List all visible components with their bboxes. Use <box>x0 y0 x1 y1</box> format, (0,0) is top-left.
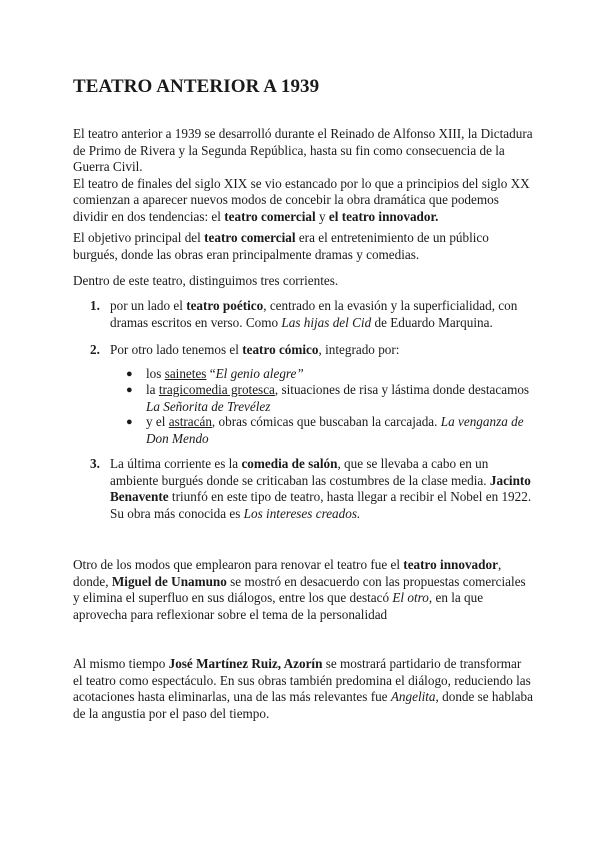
text-span: de Eduardo Marquina. <box>371 314 493 330</box>
bold-term: teatro comercial <box>224 208 316 224</box>
paragraph-text <box>73 557 533 623</box>
intro-section <box>73 126 533 226</box>
list-item-text <box>110 342 536 359</box>
text-span: se mostró en desacuerdo con las propuestas comerciales y elimina el superfluo en sus diálogos, entre los que destacó <box>73 573 526 606</box>
paragraph-text <box>73 230 533 263</box>
bold-term: el teatro innovador. <box>328 208 439 224</box>
text-span: la <box>146 382 159 397</box>
italic-title: La venganza de Don Mendo <box>146 414 524 446</box>
text-span: , centrado en la evasión y la superficialidad, con dramas escritos en verso. Como <box>110 298 518 330</box>
italic-title: Angelita <box>390 689 436 705</box>
text-span: , obras cómicas que buscaban la carcajada. <box>211 414 441 429</box>
list-number: 1. <box>90 298 100 313</box>
text-span: La última corriente es la <box>110 456 242 471</box>
intro-paragraph-2 <box>73 176 533 226</box>
text-span: El teatro de finales del siglo XIX se vio estancado por lo que a principios del siglo XX comienzan a aparecer nuevos modos de concebir la obra dramática que podemos dividir en dos tendencias: el <box>73 175 530 224</box>
text-span: El objetivo principal del <box>73 230 205 245</box>
bullet-text <box>146 382 532 415</box>
text-span: , integrado por: <box>318 342 400 357</box>
text-span: y el <box>146 414 169 429</box>
italic-title: La Señorita de Trevélez <box>146 398 271 414</box>
text-span: Por otro lado tenemos el <box>110 342 243 357</box>
text-span: , situaciones de risa y lástima donde destacamos <box>274 382 530 397</box>
bold-term: Miguel de Unamuno <box>111 573 227 589</box>
comercial-paragraph <box>73 230 533 263</box>
bold-term: teatro innovador <box>403 557 498 572</box>
text-span: por un lado el <box>110 298 187 313</box>
text-span: se mostrará partidario de transformar el teatro como espectáculo. En sus obras también predomina el diálogo, reduciendo las acotaciones hasta eliminarlas, una de las más relevantes fue <box>73 656 531 705</box>
bullet-icon: ● <box>126 416 133 428</box>
list-number: 2. <box>90 342 100 357</box>
text-span: triunfó en este tipo de teatro, hasta llegar a recibir el Nobel en 1922. Su obra más conocida es <box>110 489 532 521</box>
text-span: Al mismo tiempo <box>73 656 169 671</box>
list-item-2 <box>90 342 536 359</box>
text-span: , que se llevaba a cabo en un ambiente burgués donde se criticaban las costumbres de la clase media. <box>110 456 490 488</box>
bullet-icon: ● <box>126 384 133 396</box>
bullet-item-3 <box>126 414 532 447</box>
paragraph-text <box>73 656 533 722</box>
bold-term: José Martínez Ruiz, Azorín <box>168 656 323 671</box>
bold-term: teatro comercial <box>204 230 296 245</box>
list-item-text <box>110 298 536 331</box>
bullet-icon: ● <box>126 368 133 380</box>
text-span: era el entretenimiento de un público burgués, donde las obras eran principalmente dramas y comedias. <box>73 230 489 262</box>
italic-title: Los intereses creados. <box>243 505 361 521</box>
text-span: “ <box>206 366 216 381</box>
bullet-item-1 <box>126 366 532 383</box>
list-item-1 <box>90 298 536 331</box>
page-title: TEATRO ANTERIOR A 1939 <box>73 76 320 97</box>
list-item-3 <box>90 456 536 522</box>
underlined-term: tragicomedia grotesca <box>158 382 275 397</box>
text-span: los <box>146 366 165 381</box>
azorin-paragraph <box>73 656 533 722</box>
italic-title: El genio alegre” <box>215 366 304 381</box>
innovador-paragraph <box>73 557 533 623</box>
bold-term: teatro poético <box>186 298 264 313</box>
bullet-text <box>146 366 532 383</box>
bullet-item-2 <box>126 382 532 415</box>
text-span: , en la que aprovecha para reflexionar sobre el tema de la personalidad <box>73 590 484 622</box>
intro-paragraph-1: El teatro anterior a 1939 se desarrolló durante el Reinado de Alfonso XIII, la Dictadura de Primo de Rivera y la Segunda República, hasta su fin como consecuencia de la Guerra Civil. <box>73 126 533 175</box>
text-span: Otro de los modos que emplearon para renovar el teatro fue el <box>73 557 404 572</box>
italic-title: Las hijas del Cid <box>281 314 372 330</box>
underlined-term: astracán <box>168 414 212 429</box>
list-number: 3. <box>90 456 100 471</box>
text-span: , donde se hablaba de la angustia por el paso del tiempo. <box>73 689 533 721</box>
text-span: y <box>315 208 329 224</box>
bullet-text <box>146 414 532 447</box>
bold-term: comedia de salón <box>241 456 338 471</box>
bold-term: teatro cómico <box>242 342 319 357</box>
italic-title: El otro <box>392 590 429 606</box>
text-span: , donde, <box>73 557 502 589</box>
corrientes-intro <box>73 273 533 290</box>
underlined-term: sainetes <box>164 366 207 381</box>
paragraph-text: Dentro de este teatro, distinguimos tres corrientes. <box>73 273 339 288</box>
list-item-text <box>110 456 536 522</box>
bold-term: Jacinto Benavente <box>110 472 531 505</box>
